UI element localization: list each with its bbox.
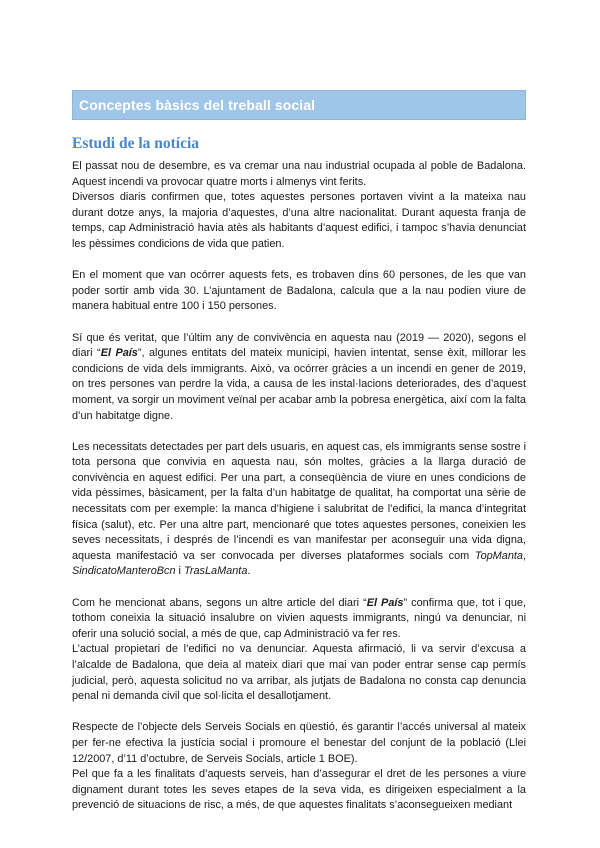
paragraph: El passat nou de desembre, es va cremar una nau industrial ocupada al poble de Badalona. Aquest incendi va provocar quatre morts i almenys vint ferits. [72, 160, 526, 188]
section-heading: Estudi de la notícia [72, 135, 200, 152]
paragraph-text: ”, algunes entitats del mateix municipi, havien intentat, sense èxit, millorar les condicions de vida dels immigrants. Això, va ocórrer gràcies a un incendi en gener de 2019, on tres persones van perdre la vida, a causa de les instal·lacions deteriorades, des d’aquest moment, va sorgir un moviment veïnal per acabar amb la pobresa energètica, així com la falta d’un habitatge digne. [72, 347, 527, 422]
separator: . [247, 565, 251, 578]
newspaper-name: El País [366, 596, 404, 609]
paragraph [72, 440, 526, 580]
paragraph-text: ” confirma que, tot i que, tothom coneixia la situació insalubre on vivien aquests immigrants, ningú va denunciar, ni oferir una solució social, a més de que, cap Administració va fer res. [72, 596, 526, 640]
section-banner [72, 90, 526, 120]
organization-name: TrasLaManta [184, 565, 248, 578]
separator: , [522, 549, 526, 562]
paragraph [72, 331, 526, 425]
paragraph-text: Les necessitats detectades per part dels usuaris, en aquest cas, els immigrants sense sostre i tota persona que convivia en aquesta nau, són moltes, gràcies a la llarga duració de convivència en aquest edifici. Per una part, a conseqüència de viure en unes condicions de vida pèssimes, bàsicament, per la falta d’un habitatge de qualitat, ha comportat una sèrie de necessitats com per exemple: la manca d’higiene i salubritat de l’edifici, la manca d’integritat física (salut), etc. Per una altre part, mencionaré que totes aquestes persones, coneixien les seves necessitats, i després de l’incendi es van manifestar per aconseguir una vida digna, aquesta manifestació va ser convocada per diverses plataformes socials com [72, 440, 526, 562]
organization-name: SindicatoManteroBcn [72, 565, 176, 578]
paragraph-text: Sí que és veritat, que l’últim any de convivència en aquesta nau (2019 — 2020), segons el diari “ [72, 331, 526, 360]
organization-name: TopManta [474, 549, 523, 562]
paragraph: Respecte de l’objecte dels Serveis Socials en qüestió, és garantir l’accés universal al mateix per fer-ne efectiva la justícia social i promoure el benestar del conjunt de la població (Llei 12/2007, d’11 d’octubre, de Serveis Socials, article 1 BOE). [72, 721, 526, 765]
paragraph: En el moment que van ocórrer aquests fets, es trobaven dins 60 persones, de les que van poder sortir amb vida 30. L’ajuntament de Badalona, calcula que a la nau podien viure de manera habitual entre 100 i 150 persones. [72, 269, 526, 313]
paragraph: Diversos diaris confirmen que, totes aquestes persones portaven vivint a la mateixa nau durant dotze anys, la majoria d’aquestes, d’una altre nacionalitat. Durant aquesta franja de temps, cap Administració havia atès als habitants d’aquest edifici, i tampoc s’havia denunciat les pèssimes condicions de vida que patien. [72, 191, 526, 250]
paragraph: L’actual propietari de l’edifici no va denunciar. Aquesta afirmació, li va servir d’excusa a l’alcalde de Badalona, que deia al mateix diari que mai van poder entrar sense cap permís judicial, però, aquesta solicitud no va arribar, als jutjats de Badalona no consta cap denuncia penal ni demanda civil que sol·licita el desallotjament. [72, 643, 526, 703]
newspaper-name: El País [100, 347, 138, 360]
paragraph: Pel que fa a les finalitats d’aquests serveis, han d’assegurar el dret de les persones a viure dignament durant totes les seves etapes de la seva vida, es dirigeixen especialment a la prevenció de situacions de risc, a més, de que aquestes finalitats s’aconsegueixen mediant [72, 768, 526, 812]
banner-title: Conceptes bàsics del treball social [79, 97, 316, 113]
body-text [72, 159, 526, 814]
paragraph-text: Com he mencionat abans, segons un altre article del diari “ [72, 596, 367, 609]
separator: i [175, 565, 185, 578]
paragraph [72, 596, 526, 643]
